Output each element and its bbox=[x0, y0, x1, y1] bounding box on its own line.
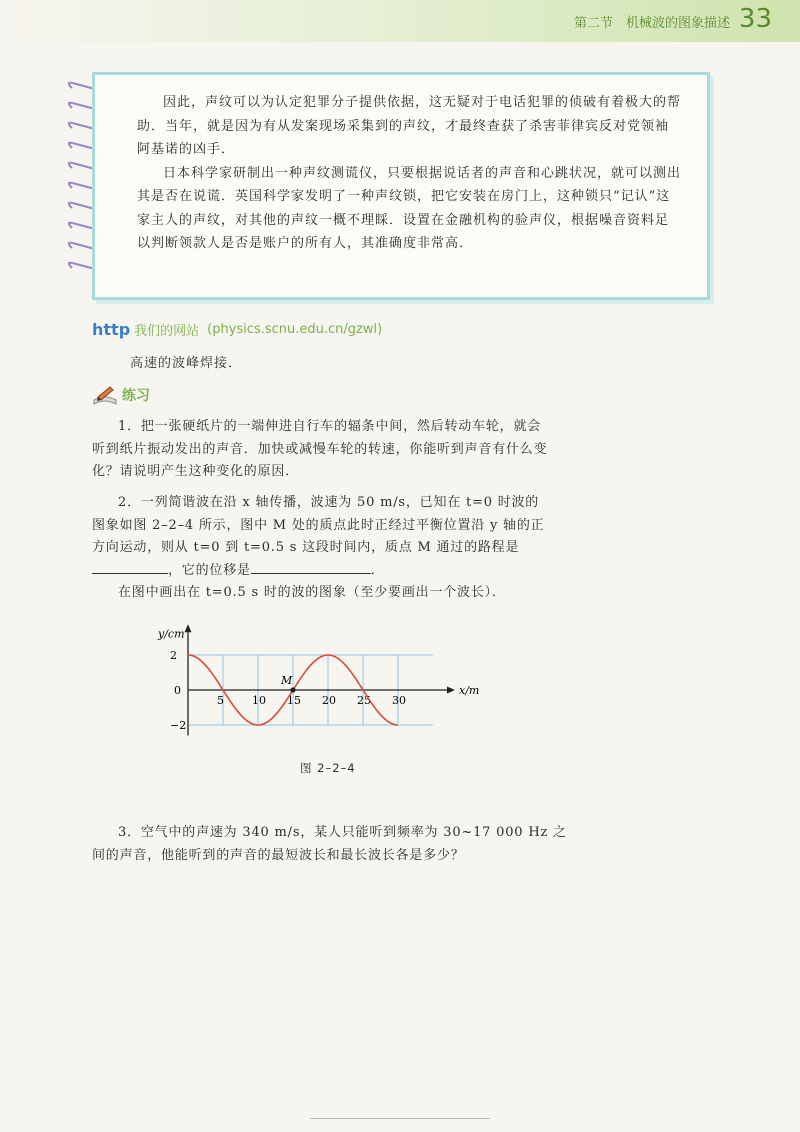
x-tick-label-1: 10 bbox=[252, 694, 266, 707]
practice-label: 练习 bbox=[122, 388, 150, 404]
x-tick-label-3: 20 bbox=[322, 694, 336, 707]
website-url[interactable]: (physics.scnu.edu.cn/gzwl) bbox=[207, 322, 383, 337]
y-axis-arrow bbox=[185, 624, 192, 632]
website-row bbox=[92, 320, 382, 339]
q2-line-2: 在图中画出在 t=0.5 s 时的波的图象（至少要画出一个波长）． bbox=[118, 585, 506, 600]
point-m-label: M bbox=[281, 674, 293, 687]
q2-text-1: 2．一列简谐波在沿 x 轴传播，波速为 50 m/s，已知在 t=0 时波的图象如图 2–2–4 所示，图中 M 处的质点此时正经过平衡位置沿 y 轴的正方向运动，则从 t=0 到 t=0.5 s 这段时间内，质点 M 通过的路程是 bbox=[92, 495, 545, 555]
y-tick-label-0: 2 bbox=[170, 649, 177, 662]
website-label: 我们的网站 bbox=[134, 324, 200, 339]
origin-label: 0 bbox=[174, 684, 181, 697]
answer-blank-distance[interactable] bbox=[92, 573, 168, 574]
question-1: 1．把一张硬纸片的一端伸进自行车的辐条中间，然后转动车轮，就会听到纸片振动发出的声音．加快或减慢车轮的转速，你能听到声音有什么变化？请说明产生这种变化的原因． bbox=[92, 419, 548, 479]
x-tick-label-5: 30 bbox=[392, 694, 406, 707]
point-m-marker bbox=[290, 687, 295, 692]
y-tick-label-2: −2 bbox=[170, 719, 187, 732]
note-paragraph-2: 日本科学家研制出一种声纹测谎仪，只要根据说话者的声音和心跳状况，就可以测出其是否在说谎．英国科学家发明了一种声纹锁，把它安装在房门上，这种锁只“记认”这家主人的声纹，对其他的声纹一概不理睬．设置在金融机构的验声仪，根据噪音资料足以判断领款人是否是账户的所有人，其准确度非常高． bbox=[137, 165, 682, 251]
q2-text-3: ． bbox=[370, 562, 385, 578]
http-logo-icon: http bbox=[92, 320, 131, 339]
figure-caption: 图 2–2–4 bbox=[300, 761, 356, 775]
page-number: 33 bbox=[738, 4, 772, 34]
x-axis-arrow bbox=[447, 687, 455, 694]
section-title: 第二节 机械波的图象描述 bbox=[573, 16, 730, 31]
note-card bbox=[92, 72, 710, 300]
x-tick-label-4: 25 bbox=[357, 694, 371, 707]
x-tick-label-2: 15 bbox=[287, 694, 301, 707]
y-axis-label: y/cm bbox=[158, 627, 185, 641]
wave-chart bbox=[148, 620, 498, 740]
pencil-book-icon bbox=[92, 384, 118, 406]
note-paragraph-1: 因此，声纹可以为认定犯罪分子提供依据，这无疑对于电话犯罪的侦破有着极大的帮助．当年，就是因为有从发案现场采集到的声纹，才最终查获了杀害菲律宾反对党领袖阿基诺的凶手． bbox=[137, 95, 682, 157]
x-axis-label: x/m bbox=[459, 684, 480, 697]
x-tick-label-0: 5 bbox=[217, 694, 224, 707]
footer-mark bbox=[310, 1118, 490, 1127]
question-2 bbox=[92, 492, 552, 605]
answer-blank-displacement[interactable] bbox=[251, 573, 371, 574]
q2-text-2: ，它的位移是 bbox=[168, 562, 251, 578]
website-text: 高速的波峰焊接． bbox=[130, 356, 243, 371]
note-body bbox=[137, 91, 681, 256]
question-3: 3．空气中的声速为 340 m/s，某人只能听到频率为 30~17 000 Hz 之间的声音，他能听到的声音的最短波长和最长波长各是多少？ bbox=[92, 825, 567, 863]
practice-heading bbox=[92, 384, 150, 406]
